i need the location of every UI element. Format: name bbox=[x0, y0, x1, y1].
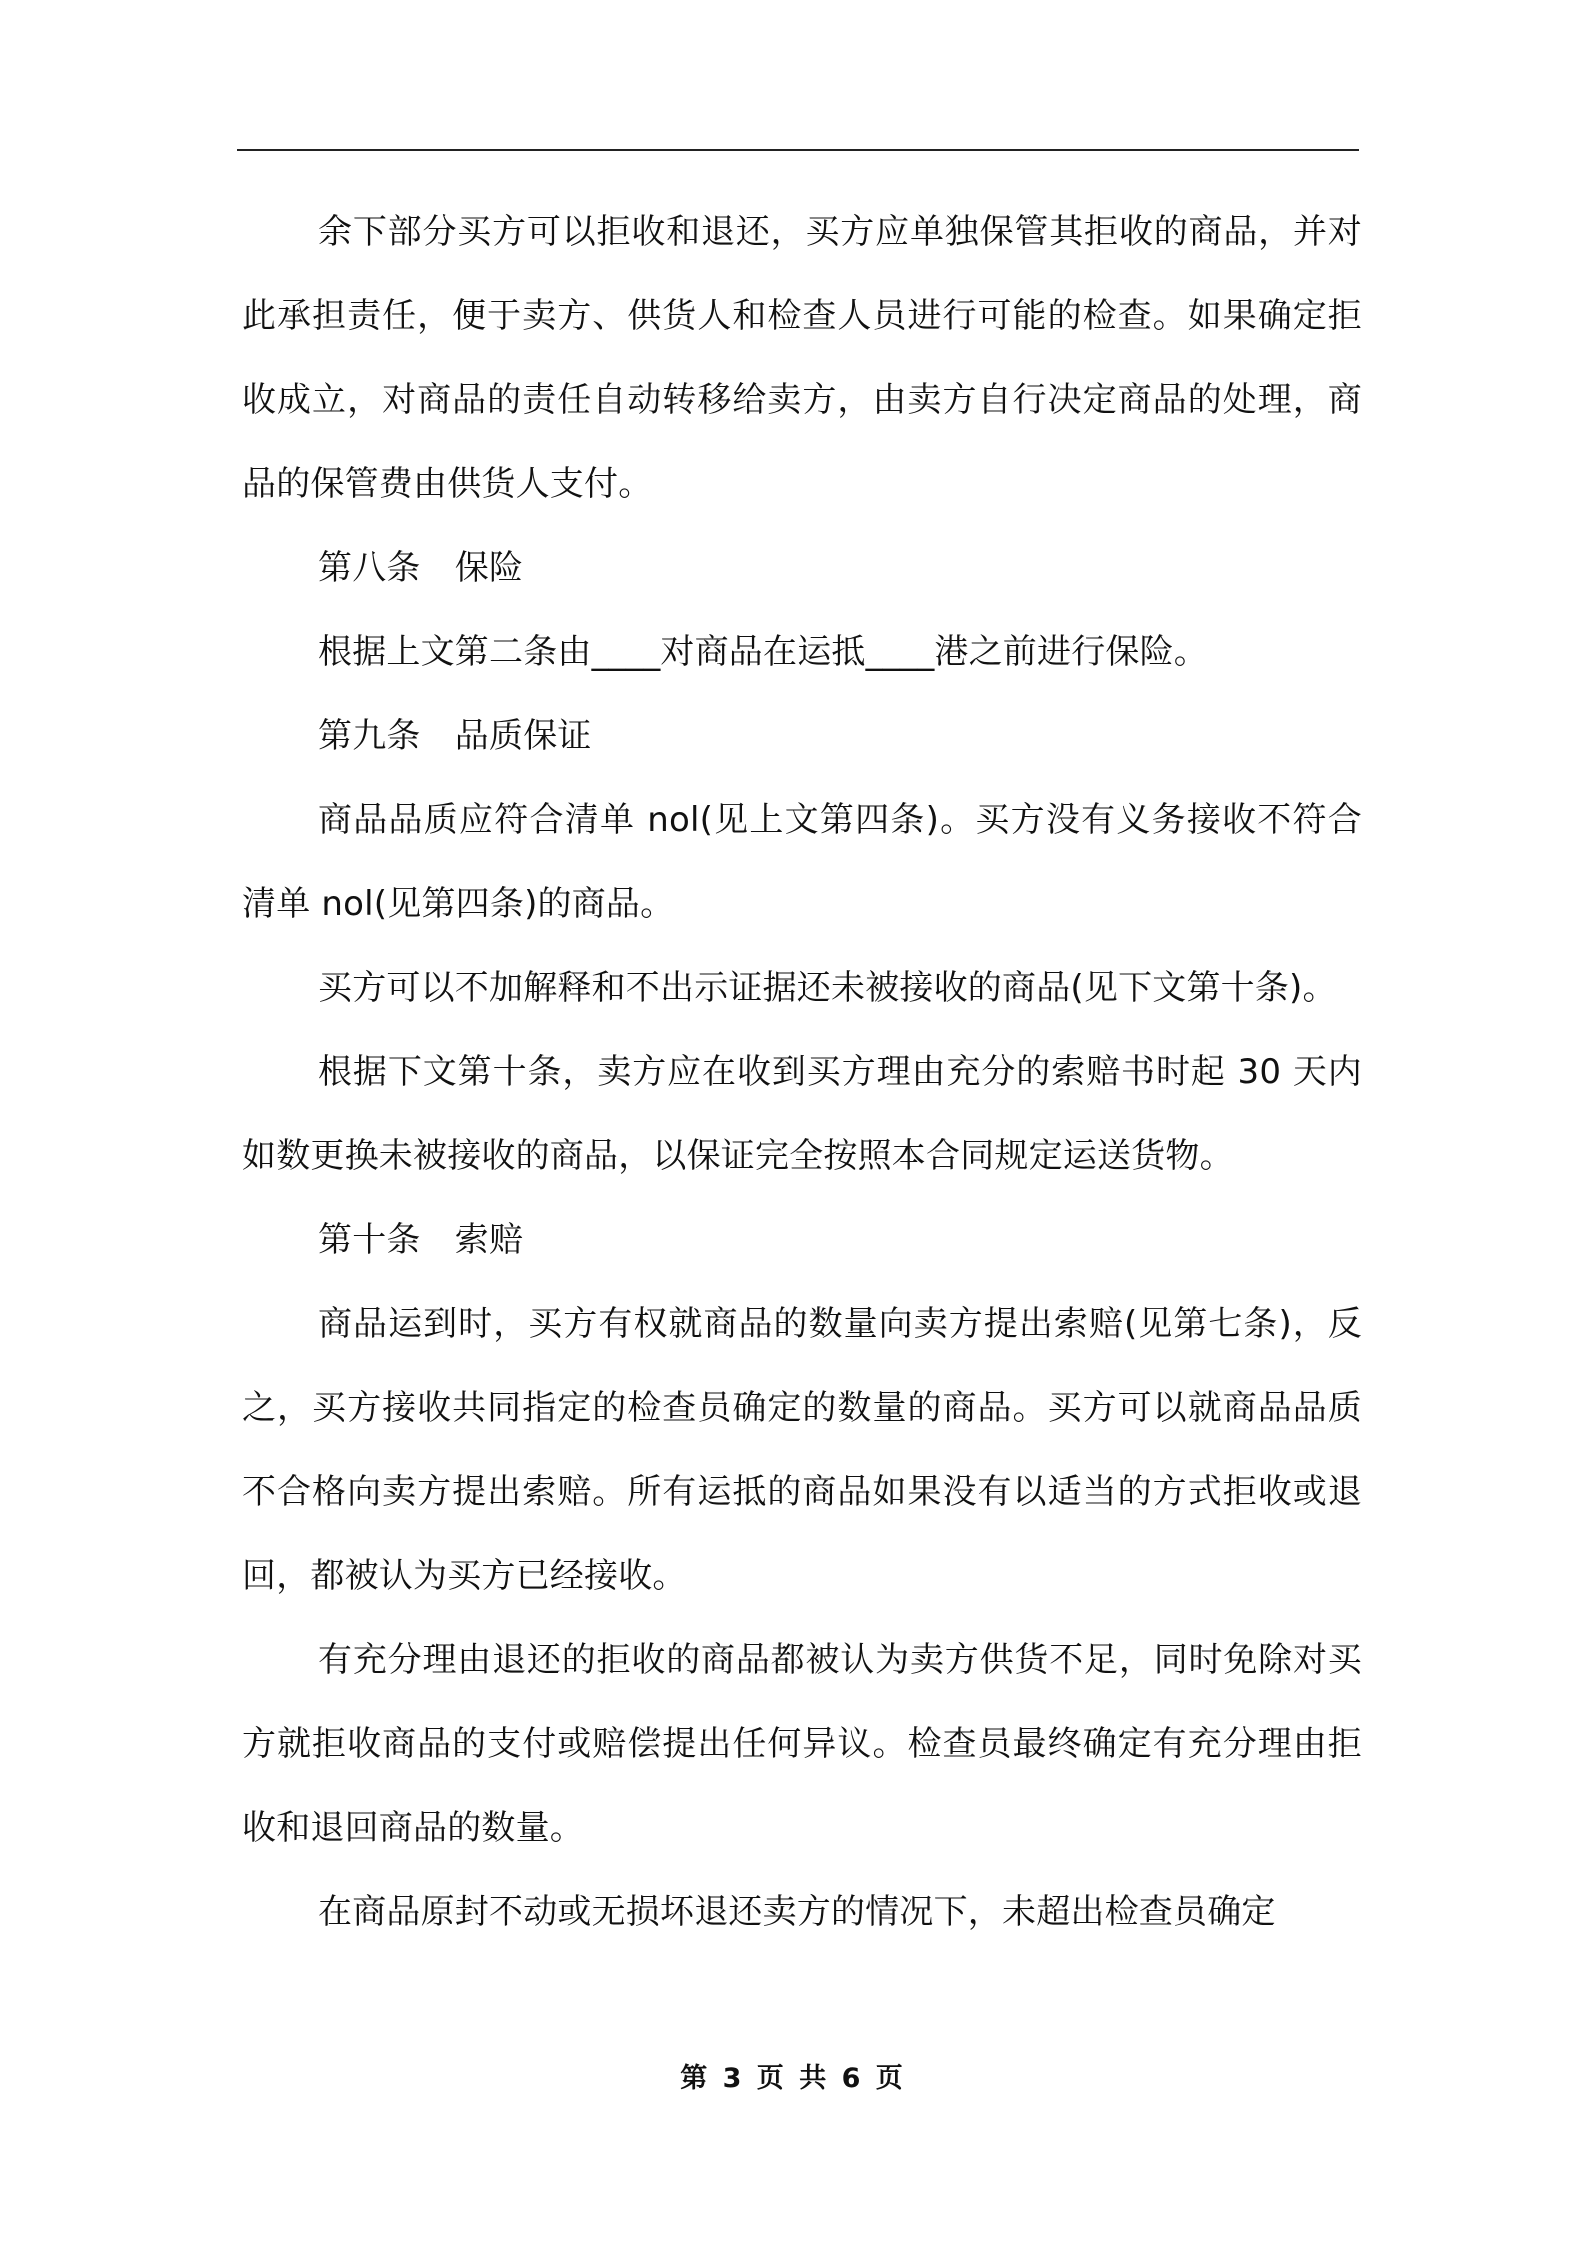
paragraph: 商品运到时，买方有权就商品的数量向卖方提出索赔(见第七条)，反之，买方接收共同指定的检查员确定的数量的商品。买方可以就商品品质不合格向卖方提出索赔。所有运抵的商品如果没有以适当的方式拒收或退回，都被认为买方已经接收。 bbox=[242, 1304, 1362, 1596]
paragraph: 在商品原封不动或无损坏退还卖方的情况下，未超出检查员确定 bbox=[318, 1892, 1276, 1932]
section-heading: 第九条 品质保证 bbox=[318, 716, 592, 756]
paragraph: 根据下文第十条，卖方应在收到买方理由充分的索赔书时起 30 天内如数更换未被接收的商品，以保证完全按照本合同规定运送货物。 bbox=[242, 1052, 1362, 1176]
paragraph: 根据上文第二条由____对商品在运抵____港之前进行保险。 bbox=[318, 632, 1208, 672]
paragraph: 买方可以不加解释和不出示证据还未被接收的商品(见下文第十条)。 bbox=[318, 968, 1337, 1008]
page-number: 第 3 页 共 6 页 bbox=[680, 2063, 906, 2094]
document-body bbox=[242, 190, 1362, 1954]
paragraph: 商品品质应符合清单 nol(见上文第四条)。买方没有义务接收不符合清单 nol(见第四条)的商品。 bbox=[242, 800, 1362, 924]
paragraph: 有充分理由退还的拒收的商品都被认为卖方供货不足，同时免除对买方就拒收商品的支付或赔偿提出任何异议。检查员最终确定有充分理由拒收和退回商品的数量。 bbox=[242, 1640, 1362, 1848]
header-rule bbox=[237, 149, 1359, 151]
paragraph: 余下部分买方可以拒收和退还，买方应单独保管其拒收的商品，并对此承担责任，便于卖方、供货人和检查人员进行可能的检查。如果确定拒收成立，对商品的责任自动转移给卖方，由卖方自行决定商品的处理，商品的保管费由供货人支付。 bbox=[242, 212, 1362, 504]
section-heading: 第十条 索赔 bbox=[318, 1220, 524, 1260]
section-heading: 第八条 保险 bbox=[318, 548, 524, 588]
